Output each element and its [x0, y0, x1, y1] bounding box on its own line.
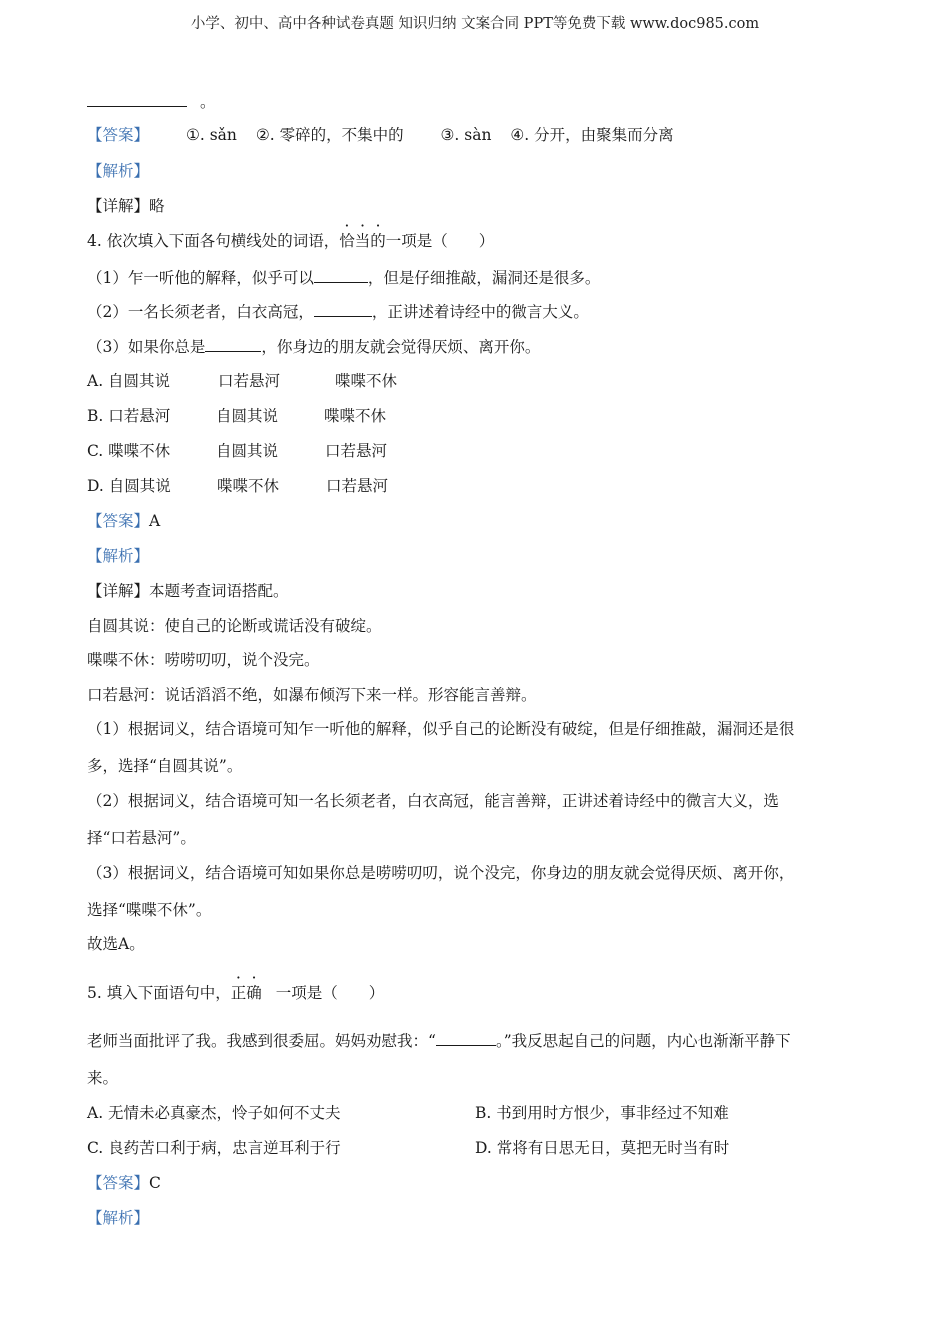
- emphasis-char: 恰: [339, 232, 355, 250]
- option-c: C. 良药苦口利于病，忠言逆耳利于行: [87, 1139, 341, 1157]
- answer-tag: 【答案】: [87, 126, 150, 144]
- explanation-1: （1）根据词义，结合语境可知乍一听他的解释，似乎自己的论断没有破绽，但是仔细推敲，漏洞还是很: [87, 720, 795, 738]
- option-d: D. 自圆其说 喋喋不休 口若悬河: [87, 477, 389, 495]
- question-4-detail: 【详解】本题考查词语搭配。: [87, 582, 289, 600]
- answer-item: ②. 零碎的，不集中的: [255, 126, 404, 144]
- definition-2: 喋喋不休：唠唠叨叨，说个没完。: [87, 651, 320, 669]
- question-5-passage-cont: 来。: [87, 1069, 119, 1087]
- emphasis-char: 正: [230, 984, 247, 1002]
- option-c: C. 喋喋不休 自圆其说 口若悬河: [87, 442, 388, 460]
- prev-detail-line: [87, 196, 165, 216]
- question-4-sentence-1: （1）乍一听他的解释，似乎可以 ，但是仔细推敲，漏洞还是很多。: [87, 269, 601, 287]
- explanation-2: （2）根据词义，结合语境可知一名长须老者，白衣高冠，能言善辩，正讲述着诗经中的微言大义，选: [87, 792, 779, 810]
- answer-tag: 【答案】: [87, 512, 150, 530]
- emphasis-char: 当: [354, 232, 371, 250]
- question-5-stem: 5. 填入下面语句中，正确 一项是（ ）: [87, 984, 385, 1002]
- detail-tag: 【详解】: [87, 582, 150, 600]
- question-4-answer: [87, 511, 160, 531]
- fill-blank: [436, 1031, 496, 1046]
- option-a: A. 无情未必真豪杰，怜子如何不丈夫: [87, 1104, 341, 1122]
- page-header: 小学、初中、高中各种试卷真题 知识归纳 文案合同 PPT等免费下载 www.doc985.com: [190, 16, 760, 32]
- answer-item: ④. 分开，由聚集而分离: [510, 126, 674, 144]
- answer-tag: 【答案】: [87, 1174, 150, 1192]
- answer-item: ①. sǎn: [185, 126, 237, 144]
- option-b: B. 书到用时方恨少，事非经过不知难: [475, 1104, 729, 1122]
- analysis-tag: 【解析】: [87, 1209, 150, 1227]
- definition-3: 口若悬河：说话滔滔不绝，如瀑布倾泻下来一样。形容能言善辩。: [87, 686, 537, 704]
- emphasis-char: 的: [370, 232, 386, 250]
- prev-question-tail: 。: [87, 92, 215, 112]
- question-4-sentence-3: （3）如果你总是 ，你身边的朋友就会觉得厌烦、离开你。: [87, 338, 541, 356]
- answer-value: C: [149, 1174, 161, 1192]
- fill-blank: [87, 92, 187, 107]
- definition-1: 自圆其说：使自己的论断或谎话没有破绽。: [87, 617, 382, 635]
- analysis-tag: 【解析】: [87, 547, 150, 565]
- explanation-2-cont: 择“口若悬河”。: [87, 829, 196, 847]
- fill-blank: [314, 302, 372, 317]
- explanation-3-cont: 选择“喋喋不休”。: [87, 901, 212, 919]
- option-d: D. 常将有日思无日，莫把无时当有时: [475, 1139, 730, 1157]
- explanation-3: （3）根据词义，结合语境可知如果你总是唠唠叨叨，说个没完，你身边的朋友就会觉得厌烦、离开你，: [87, 864, 795, 882]
- option-b: B. 口若悬河 自圆其说 喋喋不休: [87, 407, 387, 425]
- answer-value: A: [149, 512, 161, 530]
- analysis-tag: 【解析】: [87, 162, 150, 180]
- option-a: A. 自圆其说 口若悬河 喋喋不休: [87, 372, 398, 390]
- emphasis-char: 确: [246, 984, 262, 1002]
- fill-blank: [314, 268, 368, 283]
- answer-item: ③. sàn: [440, 126, 492, 144]
- detail-tag: 【详解】: [87, 197, 150, 215]
- question-5-passage: 老师当面批评了我。我感到很委屈。妈妈劝慰我：“ 。”我反思起自己的问题，内心也渐渐平静下: [87, 1032, 791, 1050]
- prev-answer-line: [87, 125, 674, 145]
- question-5-answer: [87, 1173, 161, 1193]
- fill-blank: [205, 337, 261, 352]
- detail-text: 略: [149, 197, 165, 215]
- question-4-sentence-2: （2）一名长须老者，白衣高冠， ，正讲述着诗经中的微言大义。: [87, 303, 589, 321]
- conclusion: 故选A。: [87, 935, 145, 953]
- explanation-1-cont: 多，选择“自圆其说”。: [87, 757, 243, 775]
- question-4-stem: 4. 依次填入下面各句横线处的词语，恰当的一项是（ ）: [87, 232, 495, 250]
